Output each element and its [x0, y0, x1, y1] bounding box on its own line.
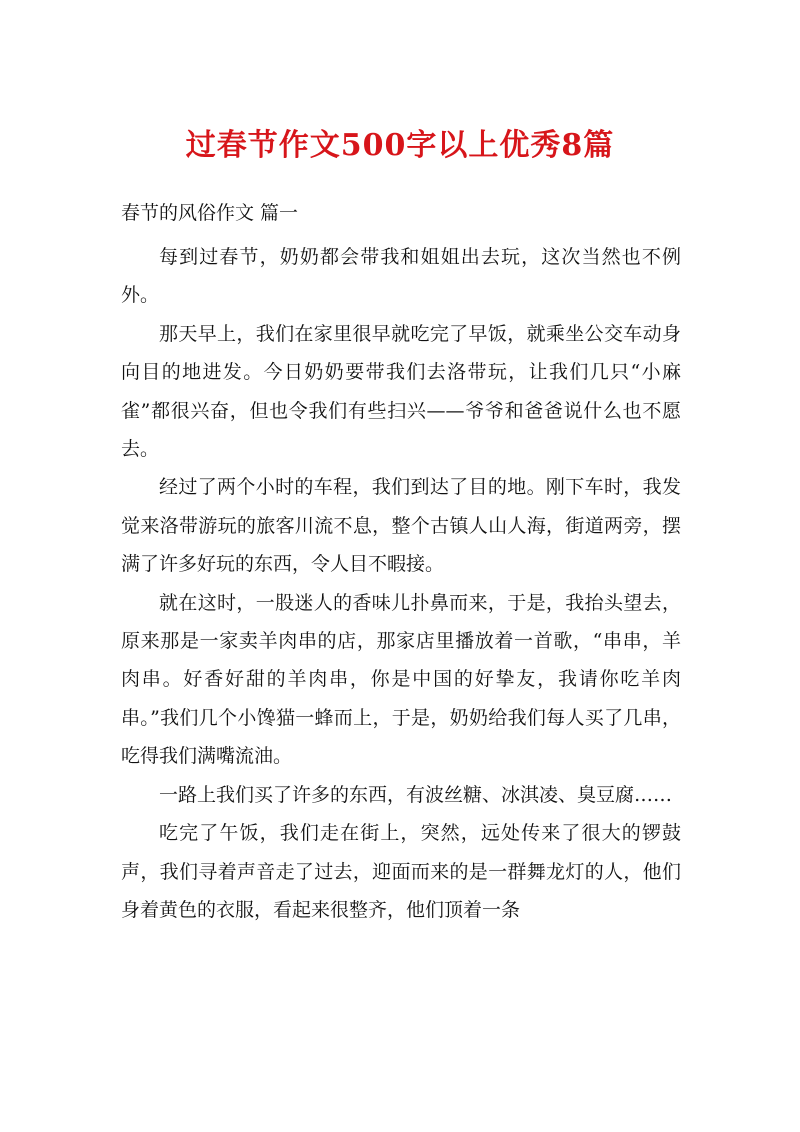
paragraph-1: 每到过春节，奶奶都会带我和姐姐出去玩，这次当然也不例外。 — [121, 246, 681, 307]
paragraph-2: 那天早上，我们在家里很早就吃完了早饭，就乘坐公交车动身向目的地进发。今日奶奶要带我们去洛带玩，让我们几只“小麻雀”都很兴奋，但也令我们有些扫兴——爷爷和爸爸说什么也不愿去。 — [121, 322, 681, 461]
section-heading: 春节的风俗作文 篇一 — [121, 202, 299, 224]
paragraph-4: 就在这时，一股迷人的香味儿扑鼻而来，于是，我抬头望去，原来那是一家卖羊肉串的店，那家店里播放着一首歌，“串串，羊肉串。好香好甜的羊肉串，你是中国的好挚友，我请你吃羊肉串。”我们几个小馋猫一蜂而上，于是，奶奶给我们每人买了几串，吃得我们满嘴流油。 — [121, 591, 681, 768]
paragraph-5: 一路上我们买了许多的东西，有波丝糖、冰淇凌、臭豆腐…… — [159, 783, 673, 806]
document-title: 过春节作文500字以上优秀8篇 — [185, 128, 615, 163]
paragraph-3: 经过了两个小时的车程，我们到达了目的地。刚下车时，我发觉来洛带游玩的旅客川流不息，整个古镇人山人海，街道两旁，摆满了许多好玩的东西，令人目不暇接。 — [121, 476, 681, 576]
document-body — [121, 238, 681, 929]
paragraph-6: 吃完了午饭，我们走在街上，突然，远处传来了很大的锣鼓声，我们寻着声音走了过去，迎面而来的是一群舞龙灯的人，他们身着黄色的衣服，看起来很整齐，他们顶着一条 — [121, 822, 681, 921]
